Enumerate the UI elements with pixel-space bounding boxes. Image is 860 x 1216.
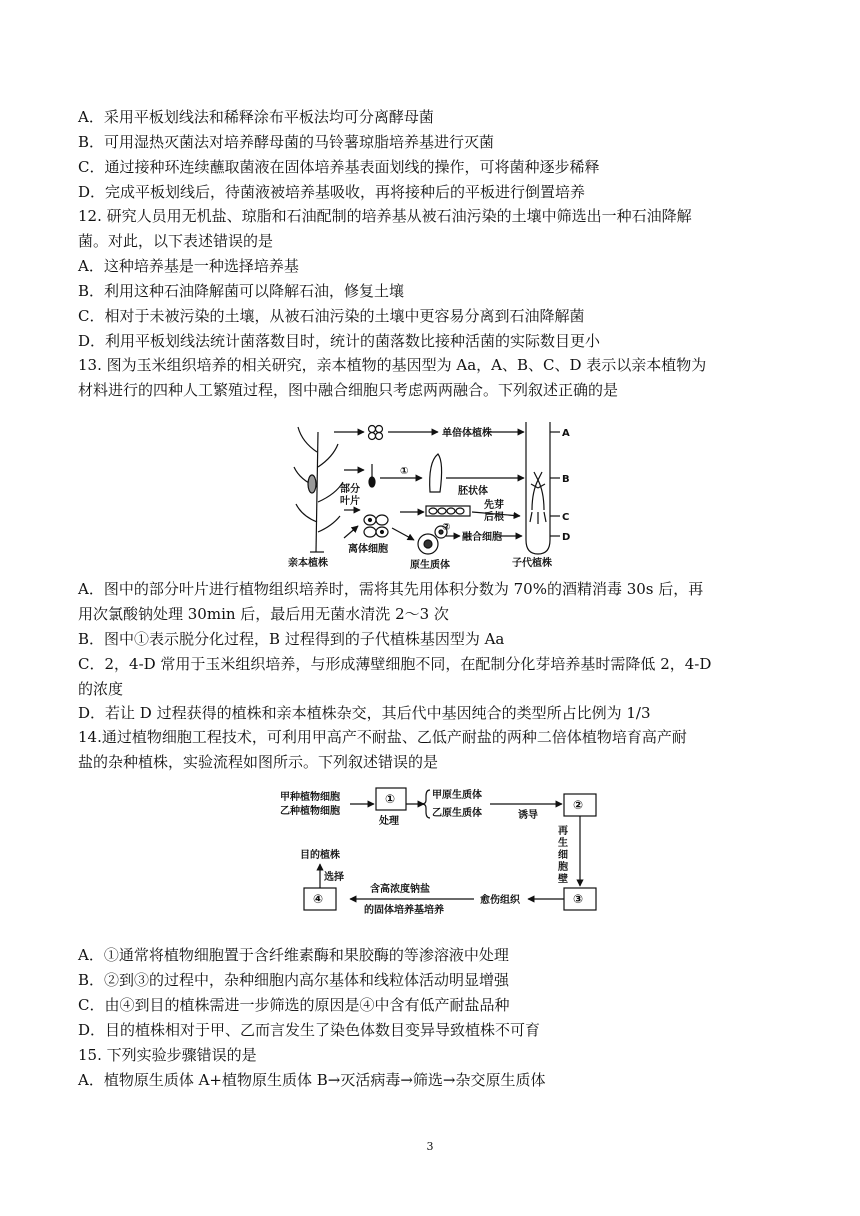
q13-option-c-line2: 的浓度 (78, 680, 124, 698)
label-regen-4: 胞 (558, 862, 568, 873)
q13-option-c-line1: C．2，4-D 常用于玉米组织培养，与形成薄壁细胞不同，在配制分化芽培养基时需降低 2，4-D (78, 655, 712, 673)
label-protoplast: 原生质体 (410, 560, 450, 571)
q12-option-c: C．相对于未被污染的土壤，从被石油污染的土壤中更容易分离到石油降解菌 (78, 307, 585, 325)
q14-stem-line1: 14.通过植物细胞工程技术，可利用甲高产不耐盐、乙低产耐盐的两种二倍体植物培育高产耐 (78, 728, 687, 746)
q14-option-d: D．目的植株相对于甲、乙而言发生了染色体数目变异导致植株不可育 (78, 1021, 541, 1039)
q11-option-a: A．采用平板划线法和稀释涂布平板法均可分离酵母菌 (78, 108, 434, 126)
label-cell-a: 甲种植物细胞 (280, 792, 340, 803)
label-process-b: B (562, 474, 570, 485)
q13-option-d: D．若让 D 过程获得的植株和亲本植株杂交，其后代中基因纯合的类型所占比例为 1/3 (78, 704, 651, 722)
q12-stem-line2: 菌。对此，以下表述错误的是 (78, 232, 274, 250)
embryoid-icon (430, 454, 442, 492)
isolated-cells-icon (364, 515, 388, 537)
q15-option-a: A．植物原生质体 A+植物原生质体 B→灭活病毒→筛选→杂交原生质体 (78, 1071, 546, 1089)
q13-option-a-line1: A．图中的部分叶片进行植物组织培养时，需将其先用体积分数为 70%的酒精消毒 30s 后，再 (78, 580, 704, 598)
label-isolated-cell: 离体细胞 (348, 544, 388, 555)
q12-option-a: A．这种培养基是一种选择培养基 (78, 257, 299, 275)
label-select: 选择 (324, 872, 344, 883)
box-2-label: ② (573, 798, 584, 812)
q14-option-c: C．由④到目的植株需进一步筛选的原因是④中含有低产耐盐品种 (78, 996, 510, 1014)
q11-option-d: D．完成平板划线后，待菌液被培养基吸收，再将接种后的平板进行倒置培养 (78, 183, 586, 201)
q13-stem-line1: 13. 图为玉米组织培养的相关研究，亲本植物的基因型为 Aa，A、B、C、D 表示以亲本植物为 (78, 356, 707, 374)
label-medium-line1: 含高浓度钠盐 (370, 884, 430, 895)
q13-option-a-line2: 用次氯酸钠处理 30min 后，最后用无菌水清洗 2～3 次 (78, 605, 449, 623)
label-circle-2: ② (442, 522, 451, 533)
page-number: 3 (426, 1140, 434, 1153)
label-regen-2: 生 (558, 838, 568, 849)
label-protoplast-a: 甲原生质体 (432, 790, 482, 801)
label-target-plant: 目的植株 (300, 850, 340, 861)
q13-option-b: B．图中①表示脱分化过程，B 过程得到的子代植株基因型为 Aa (78, 630, 505, 648)
label-offspring-plant: 子代植株 (512, 558, 552, 569)
q11-option-b: B．可用湿热灭菌法对培养酵母菌的马铃薯琼脂培养基进行灭菌 (78, 133, 495, 151)
label-leaf: 叶片 (340, 496, 360, 507)
label-protoplast-b: 乙原生质体 (432, 808, 482, 819)
label-circle-1: ① (400, 466, 409, 477)
box-1-label: ① (385, 792, 396, 806)
label-parent-plant: 亲本植株 (288, 558, 328, 569)
label-callus: 愈伤组织 (480, 895, 520, 906)
label-embryoid: 胚状体 (458, 486, 488, 497)
tissue-culture-figure (288, 412, 578, 572)
corn-plant-icon (294, 427, 343, 552)
q14-option-b: B．②到③的过程中，杂种细胞内高尔基体和线粒体活动明显增强 (78, 971, 510, 989)
test-tube-icon (526, 422, 550, 554)
label-induce: 诱导 (518, 810, 538, 821)
somatic-hybrid-flow-figure (278, 782, 608, 922)
q12-stem-line1: 12. 研究人员用无机盐、琼脂和石油配制的培养基从被石油污染的土壤中筛选出一种石油降解 (78, 207, 692, 225)
label-shoot-first: 先芽 (484, 500, 504, 511)
label-regen-1: 再 (558, 826, 568, 837)
label-process-c: C (562, 512, 570, 523)
label-haploid-plant: 单倍体植株 (442, 428, 492, 439)
q13-stem-line2: 材料进行的四种人工繁殖过程，图中融合细胞只考虑两两融合。下列叙述正确的是 (78, 381, 619, 399)
label-process-d: D (562, 532, 571, 543)
label-part: 部分 (340, 484, 360, 495)
box-3-label: ③ (573, 892, 584, 906)
q12-option-d: D．利用平板划线法统计菌落数目时，统计的菌落数比接种活菌的实际数目更小 (78, 332, 601, 350)
q14-stem-line2: 盐的杂种植株，实验流程如图所示。下列叙述错误的是 (78, 753, 439, 771)
box-4-label: ④ (313, 892, 324, 906)
label-cell-b: 乙种植物细胞 (280, 806, 340, 817)
label-root-after: 后根 (484, 512, 504, 523)
label-treatment: 处理 (379, 816, 399, 827)
label-fused-cell: 融合细胞 (462, 532, 502, 543)
label-process-a: A (562, 428, 570, 439)
label-regen-3: 细 (558, 850, 568, 861)
q11-option-c: C．通过接种环连续蘸取菌液在固体培养基表面划线的操作，可将菌种逐步稀释 (78, 158, 600, 176)
q14-option-a: A．①通常将植物细胞置于含纤维素酶和果胶酶的等渗溶液中处理 (78, 946, 509, 964)
pollen-cluster-icon (369, 426, 383, 440)
q15-stem: 15. 下列实验步骤错误的是 (78, 1046, 257, 1064)
q12-option-b: B．利用这种石油降解菌可以降解石油，修复土壤 (78, 282, 405, 300)
label-regen-5: 壁 (558, 874, 568, 885)
label-medium-line2: 的固体培养基培养 (364, 905, 444, 916)
